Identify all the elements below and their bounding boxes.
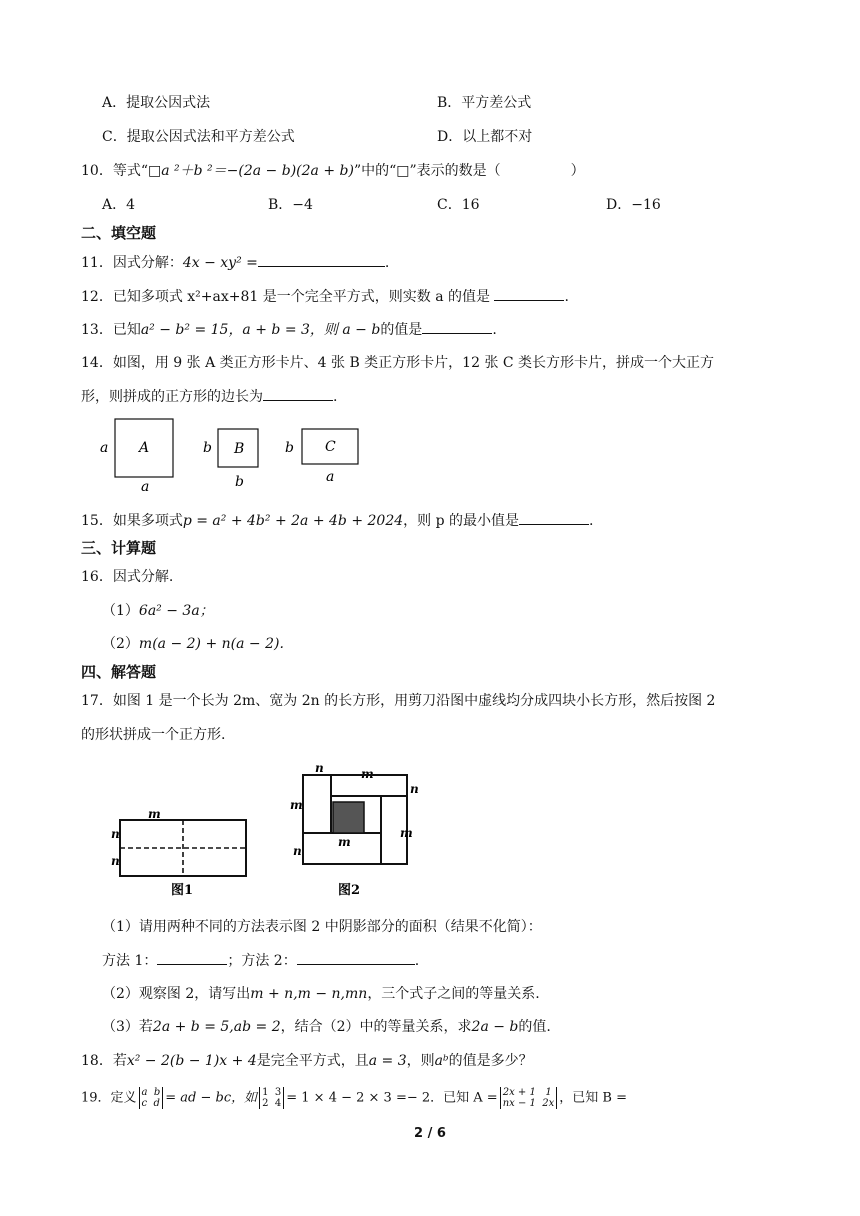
fig14-label-b-side-2: b: [285, 440, 294, 456]
fig2-label-m-right: m: [400, 826, 413, 840]
q19-pre: 19．定义: [81, 1090, 137, 1106]
q16-part1-math: 6a² − 3a；: [138, 603, 214, 619]
q17-method2-blank[interactable]: [297, 950, 415, 965]
q16-part2: [102, 634, 284, 654]
q19-determinant-def: [139, 1087, 164, 1109]
q17-part2-post: ，三个式子之间的等量关系.: [367, 986, 540, 1002]
q10-option-c: C．16: [437, 197, 480, 213]
q12-answer-blank[interactable]: [494, 286, 564, 301]
det2-4: 4: [274, 1098, 282, 1109]
q9-option-c: C．提取公因式法和平方差公式: [102, 129, 295, 145]
q14-line2-text: 形，则拼成的正方形的边长为: [81, 389, 263, 405]
det1-d: d: [153, 1098, 160, 1109]
q14-answer-blank[interactable]: [263, 386, 333, 401]
q11-text: 11．因式分解：: [81, 255, 183, 271]
q19-eq1: = ad − bc，如: [165, 1090, 258, 1106]
q10-stem-post: ”中的“□”表示的数是（ ）: [353, 163, 585, 179]
q13-answer-blank[interactable]: [422, 319, 492, 334]
q18-math3: aᵇ: [434, 1053, 449, 1069]
q19-eq2: = 1 × 4 − 2 × 3 =− 2．已知 A =: [286, 1090, 498, 1106]
det2-1: 1: [262, 1087, 269, 1098]
q9-option-a: A．提取公因式法: [102, 95, 211, 111]
q11-end: .: [384, 255, 390, 271]
q17-methods: [102, 950, 419, 971]
fig2-caption: 图2: [338, 883, 361, 898]
section-fill-in-title: 二、填空题: [81, 224, 157, 242]
q18-math2: a = 3: [368, 1053, 407, 1069]
q17-part3-pre: （3）若: [102, 1019, 153, 1035]
det2-2: 2: [262, 1098, 269, 1109]
q17-line1: 17．如图 1 是一个长为 2m、宽为 2n 的长方形，用剪刀沿图中虚线均分成四块小长方形，然后按图 2: [81, 693, 716, 709]
q10-stem-pre: 等式“□: [112, 163, 162, 179]
det1-c: c: [141, 1098, 148, 1109]
q10-stem: [81, 161, 585, 181]
section-solution-title: 四、解答题: [81, 663, 157, 681]
fig14-label-a-bottom-2: a: [326, 469, 335, 485]
det3-d: 2x: [542, 1098, 555, 1109]
fig1-caption: 图1: [171, 883, 194, 897]
q16-part1: [102, 601, 214, 621]
q17-figure-1: [105, 805, 255, 897]
q11-answer-blank[interactable]: [258, 252, 385, 267]
fig2-label-n-bottom: n: [293, 844, 302, 858]
q13-mid: 的值是: [380, 322, 423, 338]
det1-b: b: [153, 1087, 161, 1098]
q15-text: 15．如果多项式: [81, 513, 183, 529]
q15-end: .: [589, 513, 594, 529]
q19-determinant-example: [259, 1087, 284, 1109]
q14-end: .: [333, 389, 338, 405]
fig14-label-B: B: [234, 441, 245, 457]
q17-method-end: .: [414, 953, 420, 969]
q17-figure-2: [283, 760, 423, 900]
q9-option-d: D．以上都不对: [437, 129, 533, 145]
q14-cards-figure: [95, 414, 375, 494]
q10-option-d: D．−16: [606, 197, 661, 213]
q10-option-a: A．4: [102, 197, 136, 213]
q17-method1-blank[interactable]: [157, 950, 227, 965]
q10-number: 10．: [81, 163, 113, 179]
page-number: 2 / 6: [414, 1126, 446, 1141]
q18-mid2: ，则: [406, 1053, 435, 1069]
q13: [81, 319, 497, 340]
q18-pre: 18．若: [81, 1053, 127, 1069]
fig2-label-m-bottom: m: [338, 835, 351, 849]
q18-post: 的值是多少？: [448, 1053, 533, 1069]
fig2-label-n-right: n: [410, 782, 419, 796]
q17-part3-math: 2a + b = 5,ab = 2: [152, 1019, 281, 1035]
fig2-label-n-top: n: [315, 761, 324, 775]
fig1-label-m: m: [148, 807, 161, 821]
fig14-label-b-bottom: b: [235, 474, 244, 490]
q12-text: 12．已知多项式 x²+ax+81 是一个完全平方式，则实数 a 的值是: [81, 289, 490, 305]
q16-part2-label: （2）: [102, 636, 139, 652]
q17-part1: （1）请用两种不同的方法表示图 2 中阴影部分的面积（结果不化简）：: [102, 919, 542, 935]
q13-end: .: [492, 322, 497, 338]
q18: [81, 1051, 533, 1071]
q12-end: .: [564, 289, 569, 305]
q14-line2: [81, 386, 337, 407]
det2-3: 3: [274, 1087, 282, 1098]
fig14-label-a-bottom: a: [141, 479, 150, 494]
fig14-label-a-side: a: [100, 440, 109, 456]
q14-line1: 14．如图，用 9 张 A 类正方形卡片、4 张 B 类正方形卡片，12 张 C 类长方形卡片，拼成一个大正方: [81, 355, 715, 371]
fig2-label-m-left: m: [290, 798, 303, 812]
q18-mid: 是完全平方式，且: [256, 1053, 369, 1069]
q17-part2-math: m + n,m − n,mn: [250, 986, 368, 1002]
fig1-label-n-bottom: n: [111, 854, 120, 868]
q16-part2-math: m(a − 2) + n(a − 2).: [138, 636, 284, 652]
fig2-label-m-top: m: [361, 767, 374, 781]
q15-post: ，则 p 的最小值是: [403, 513, 520, 529]
q17-line2: 的形状拼成一个正方形.: [81, 727, 226, 743]
fig14-label-A: A: [139, 440, 150, 456]
q16-part1-label: （1）: [102, 603, 139, 619]
fig14-label-C: C: [325, 439, 336, 455]
det1-a: a: [141, 1087, 148, 1098]
q17-part3-math2: 2a − b: [471, 1019, 519, 1035]
fig14-label-b-side: b: [203, 440, 212, 456]
q15-math: p = a² + 4b² + 2a + 4b + 2024: [182, 513, 404, 529]
q11-math: 4x − xy² =: [182, 255, 258, 271]
q18-math: x² − 2(b − 1)x + 4: [126, 1053, 257, 1069]
section-calculation-title: 三、计算题: [81, 539, 157, 557]
q15-answer-blank[interactable]: [519, 510, 589, 525]
q9-option-b: B．平方差公式: [437, 95, 532, 111]
q17-part2-pre: （2）观察图 2，请写出: [102, 986, 251, 1002]
det3-a: 2x + 1: [502, 1087, 536, 1098]
q15: [81, 510, 593, 531]
q10-option-b: B．−4: [268, 197, 313, 213]
q17-part3-post: 的值.: [518, 1019, 551, 1035]
q16-text: 16．因式分解.: [81, 569, 174, 585]
fig2-shaded-square: [333, 802, 364, 833]
q11: [81, 252, 389, 273]
q17-method1-label: 方法 1：: [102, 953, 158, 969]
q10-math: a ²＋b ²＝−(2a − b)(2a + b): [161, 163, 354, 179]
q12: [81, 286, 569, 307]
q13-math: a² − b² = 15，a + b = 3，则 a − b: [140, 322, 381, 338]
q19-determinant-A: [500, 1087, 558, 1109]
q19: [81, 1087, 627, 1109]
q17-method2-label: ；方法 2：: [227, 953, 297, 969]
q13-text: 13．已知: [81, 322, 141, 338]
q19-post: ，已知 B =: [559, 1090, 627, 1106]
q17-part2: [102, 984, 540, 1004]
q17-part3-mid: ，结合（2）中的等量关系，求: [280, 1019, 472, 1035]
q17-part3: [102, 1017, 551, 1037]
det3-c: nx − 1: [502, 1098, 536, 1109]
fig1-label-n-top: n: [111, 827, 120, 841]
det3-b: 1: [545, 1087, 552, 1098]
